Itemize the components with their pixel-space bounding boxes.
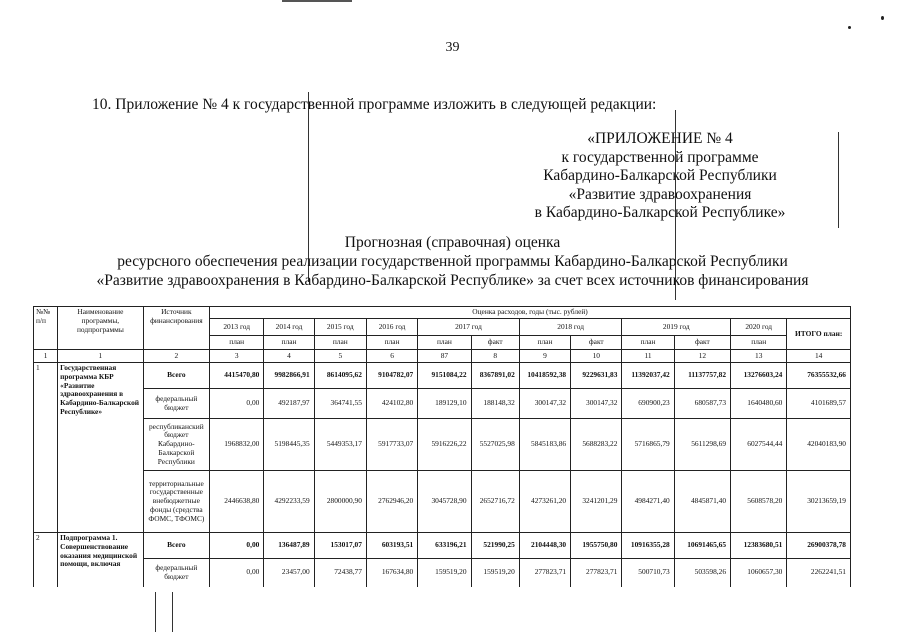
cell-value: 5608578,20 [731, 471, 787, 533]
cell-value: 500710,73 [622, 559, 674, 587]
cell-value: 3241201,29 [571, 471, 622, 533]
cell-value: 300147,32 [519, 389, 570, 419]
cell-value: 2652716,72 [471, 471, 519, 533]
cell-value: 4292233,59 [264, 471, 314, 533]
cell-value: 4273261,20 [519, 471, 570, 533]
cell-value: 153017,07 [314, 533, 366, 559]
cell-value: 680587,73 [674, 389, 730, 419]
cell-value: 5449353,17 [314, 419, 366, 471]
cell-value: 521990,25 [471, 533, 519, 559]
cell-value: 277823,71 [519, 559, 570, 587]
cell-value: 5527025,98 [471, 419, 519, 471]
cell-value: 10418592,38 [519, 363, 570, 389]
col-number: 4 [264, 350, 314, 363]
header-plan: план [418, 336, 471, 350]
cell-value: 5716865,79 [622, 419, 674, 471]
appendix-line: к государственной программе [561, 148, 759, 166]
header-plan: план [622, 336, 674, 350]
cell-value: 26900378,78 [787, 533, 851, 559]
table-row [34, 419, 851, 471]
col-number: 87 [418, 350, 471, 363]
cell-value: 42040183,90 [787, 419, 851, 471]
header-year: 2020 год [731, 319, 787, 336]
cell-value: 277823,71 [571, 559, 622, 587]
cell-value: 4415470,80 [210, 363, 264, 389]
row-num: 2 [34, 533, 58, 587]
cell-value: 364741,55 [314, 389, 366, 419]
col-number: 6 [366, 350, 417, 363]
col-number: 11 [622, 350, 674, 363]
row-name: Подпрограмма 1. Совершенствование оказания медицинской помощи, включая [58, 533, 144, 587]
header-year: 2014 год [264, 319, 314, 336]
cell-value: 4845871,40 [674, 471, 730, 533]
col-number: 8 [471, 350, 519, 363]
table-row [34, 559, 851, 587]
header-fact: факт [571, 336, 622, 350]
col-number: 5 [314, 350, 366, 363]
row-name: Государственная программа КБР «Развитие здравоохранения в Кабардино-Балкарской Республике» [58, 363, 144, 533]
cell-value: 690900,23 [622, 389, 674, 419]
header-year: 2018 год [519, 319, 622, 336]
cell-value: 1640480,60 [731, 389, 787, 419]
col-number: 1 [58, 350, 144, 363]
title-line: ресурсного обеспечения реализации государственной программы Кабардино-Балкарской Республики [117, 253, 788, 270]
cell-value: 167634,80 [366, 559, 417, 587]
cell-value: 300147,32 [571, 389, 622, 419]
header-plan: план [519, 336, 570, 350]
cell-value: 0,00 [210, 559, 264, 587]
col-number: 10 [571, 350, 622, 363]
col-number: 13 [731, 350, 787, 363]
appendix-line: в Кабардино-Балкарской Республике» [534, 204, 786, 221]
col-number: 3 [210, 350, 264, 363]
cell-value: 159519,20 [471, 559, 519, 587]
cell-value: 9151084,22 [418, 363, 471, 389]
cell-value: 5198445,35 [264, 419, 314, 471]
row-source: федеральный бюджет [143, 389, 209, 419]
header-total: ИТОГО план: [787, 319, 851, 350]
cell-value: 2262241,51 [787, 559, 851, 587]
header-estimate: Оценка расходов, годы (тыс. рублей) [210, 307, 851, 319]
scan-line [155, 592, 156, 632]
table-row [34, 363, 851, 389]
cell-value: 5611298,69 [674, 419, 730, 471]
row-source: Всего [143, 363, 209, 389]
scan-line [172, 592, 173, 632]
cell-value: 2800000,90 [314, 471, 366, 533]
funding-table [33, 306, 851, 587]
cell-value: 11137757,82 [674, 363, 730, 389]
cell-value: 5917733,07 [366, 419, 417, 471]
header-year: 2019 год [622, 319, 731, 336]
header-year: 2013 год [210, 319, 264, 336]
header-plan: план [731, 336, 787, 350]
cell-value: 72438,77 [314, 559, 366, 587]
header-plan: план [314, 336, 366, 350]
header-plan: план [366, 336, 417, 350]
header-plan: план [210, 336, 264, 350]
cell-value: 5688283,22 [571, 419, 622, 471]
header-year: 2017 год [418, 319, 520, 336]
cell-value: 4984271,40 [622, 471, 674, 533]
col-number: 12 [674, 350, 730, 363]
cell-value: 11392037,42 [622, 363, 674, 389]
cell-value: 1060657,30 [731, 559, 787, 587]
appendix-line: «Развитие здравоохранения [568, 185, 752, 203]
cell-value: 9104782,07 [366, 363, 417, 389]
header-plan: план [264, 336, 314, 350]
cell-value: 1955750,80 [571, 533, 622, 559]
table-row [34, 533, 851, 559]
cell-value: 424102,80 [366, 389, 417, 419]
cell-value: 603193,51 [366, 533, 417, 559]
cell-value: 4101689,57 [787, 389, 851, 419]
scan-line [838, 132, 839, 228]
header-source: Источник финансирования [143, 307, 209, 350]
row-source: Всего [143, 533, 209, 559]
table-row [34, 389, 851, 419]
cell-value: 8367891,02 [471, 363, 519, 389]
cell-value: 30213659,19 [787, 471, 851, 533]
header-name: Наименование программы, подпрограммы [58, 307, 144, 350]
title-line: Прогнозная (справочная) оценка [344, 234, 561, 251]
cell-value: 0,00 [210, 389, 264, 419]
header-num: №№ п/п [34, 307, 58, 350]
row-source: территориальные государственные внебюджетные фонды (средства ФОМС, ТФОМС) [143, 471, 209, 533]
col-number: 2 [143, 350, 209, 363]
cell-value: 76355532,66 [787, 363, 851, 389]
table-row [34, 471, 851, 533]
cell-value: 189129,10 [418, 389, 471, 419]
row-source: федеральный бюджет [143, 559, 209, 587]
cell-value: 5845183,86 [519, 419, 570, 471]
page-number: 39 [445, 40, 460, 55]
cell-value: 9229631,83 [571, 363, 622, 389]
col-number: 14 [787, 350, 851, 363]
appendix-line: Кабардино-Балкарской Республики [543, 167, 777, 184]
cell-value: 503598,26 [674, 559, 730, 587]
header-year: 2016 год [366, 319, 417, 336]
header-fact: факт [674, 336, 730, 350]
cell-value: 23457,00 [264, 559, 314, 587]
cell-value: 0,00 [210, 533, 264, 559]
document-title [0, 233, 905, 290]
scan-artifact-top [282, 0, 352, 2]
cell-value: 5916226,22 [418, 419, 471, 471]
row-source: республиканский бюджет Кабардино-Балкарской Республики [143, 419, 209, 471]
cell-value: 1968832,00 [210, 419, 264, 471]
scan-speck [881, 16, 884, 20]
cell-value: 633196,21 [418, 533, 471, 559]
cell-value: 10691465,65 [674, 533, 730, 559]
cell-value: 188148,32 [471, 389, 519, 419]
appendix-line: «ПРИЛОЖЕНИЕ № 4 [587, 130, 733, 147]
cell-value: 12383680,51 [731, 533, 787, 559]
title-line: «Развитие здравоохранения в Кабардино-Балкарской Республике» за счет всех источников финансирования [96, 272, 809, 289]
col-number: 9 [519, 350, 570, 363]
cell-value: 8614095,62 [314, 363, 366, 389]
cell-value: 10916355,28 [622, 533, 674, 559]
cell-value: 159519,20 [418, 559, 471, 587]
header-fact: факт [471, 336, 519, 350]
cell-value: 2104448,30 [519, 533, 570, 559]
col-number: 1 [34, 350, 58, 363]
row-num: 1 [34, 363, 58, 533]
cell-value: 2762946,20 [366, 471, 417, 533]
cell-value: 13276603,24 [731, 363, 787, 389]
header-year: 2015 год [314, 319, 366, 336]
scan-speck [848, 26, 851, 29]
amendment-paragraph: 10. Приложение № 4 к государственной программе изложить в следующей редакции: [92, 96, 657, 113]
cell-value: 136487,89 [264, 533, 314, 559]
cell-value: 492187,97 [264, 389, 314, 419]
cell-value: 9982866,91 [264, 363, 314, 389]
cell-value: 2446638,80 [210, 471, 264, 533]
cell-value: 6027544,44 [731, 419, 787, 471]
appendix-header [510, 130, 810, 223]
cell-value: 3045728,90 [418, 471, 471, 533]
